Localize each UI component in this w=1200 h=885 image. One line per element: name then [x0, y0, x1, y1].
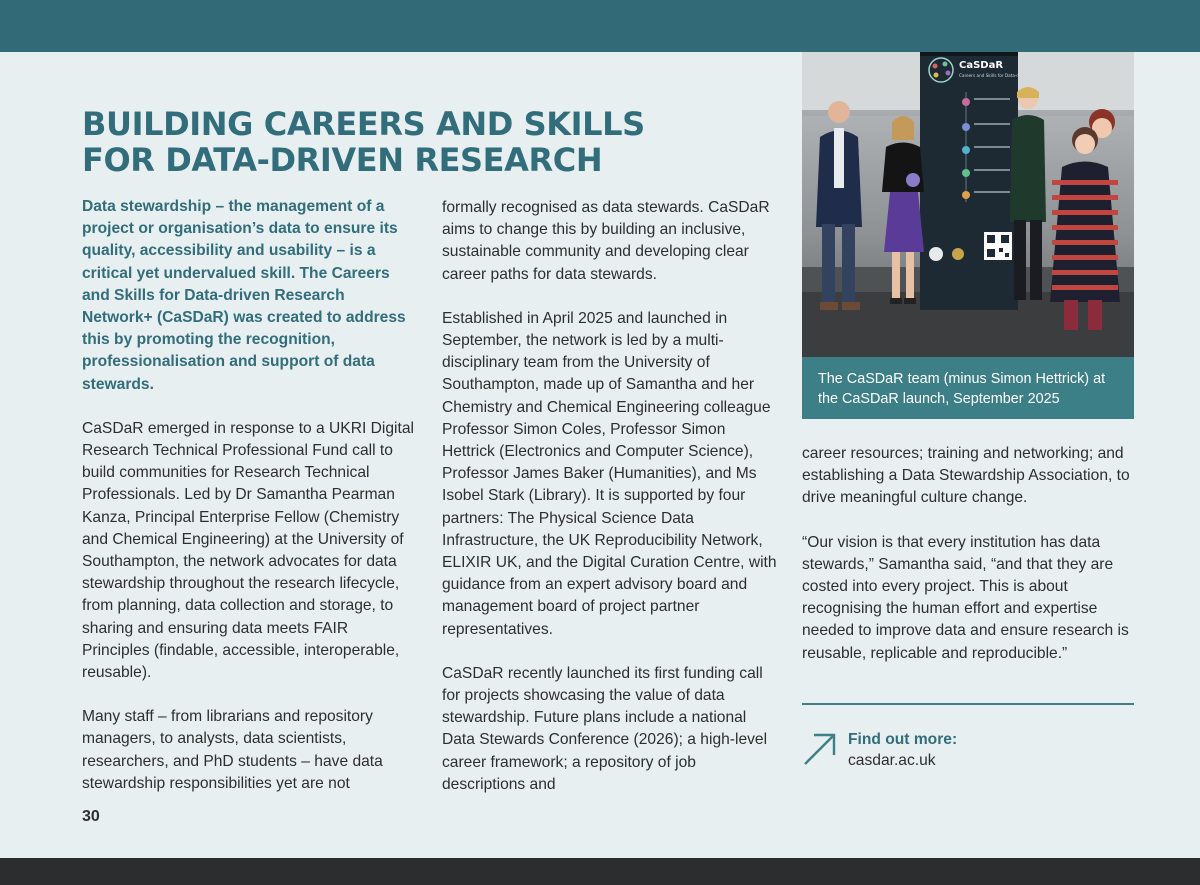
body-paragraph: Established in April 2025 and launched in September, the network is led by a multi-disciplinary team from the University of Southampton, made up of Samantha and her Chemistry and Chemical Engineering colleague Professor Simon Coles, Professor Simon Hettrick (Electronics and Computer Science), Professor James Baker (Humanities), and Ms Isobel Stark (Library). It is supported by four partners: The Physical Science Data Infrastructure, the UK Reproducibility Network, ELIXIR UK, and the Digital Curation Centre, with guidance from an expert advisory board and management board of project partner representatives.: [442, 309, 777, 638]
lead-paragraph: Data stewardship – the management of a project or organisation’s data to ensure its quality, accessibility and usability – is a critical yet undervalued skill. The Careers and Skills for Data-driven Research Network+ (CaSDaR) was created to address this by promoting the recognition, professionalisation and support of data stewards.: [82, 198, 406, 393]
team-photo: [802, 52, 1134, 357]
find-out-more-label: Find out more:: [848, 731, 958, 748]
body-paragraph: career resources; training and networking; and establishing a Data Stewardship Association, to drive meaningful culture change.: [802, 445, 1130, 507]
team-photo-illustration: [802, 52, 1134, 357]
banner-title: CaSDaR: [959, 60, 1004, 71]
quote-paragraph: “Our vision is that every institution has data stewards,” Samantha said, “and that they are costed into every project. This is about recognising the human effort and expertise needed to improve data and ensure research is reusable, replicable and reproducible.”: [802, 533, 1129, 662]
column-2: [442, 197, 777, 818]
body-paragraph: CaSDaR recently launched its first funding call for projects showcasing the value of data stewardship. Future plans include a national Data Stewards Conference (2026); a high-level career framework; a repository of job descriptions and: [442, 664, 768, 793]
body-paragraph: formally recognised as data stewards. CaSDaR aims to change this by building an inclusive, sustainable community and developing clear career paths for data stewards.: [442, 199, 770, 283]
body-paragraph: CaSDaR emerged in response to a UKRI Digital Research Technical Professional Fund call to build communities for Research Technical Professionals. Led by Dr Samantha Pearman Kanza, Principal Enterprise Fellow (Chemistry and Chemical Engineering) at the University of Southampton, the network advocates for data stewardship throughout the research lifecycle, from planning, data collection and storage, to sharing and ensuring data meets FAIR Principles (findable, accessible, interoperable, reusable).: [82, 419, 414, 682]
title-line-2: FOR DATA-DRIVEN RESEARCH: [82, 141, 603, 179]
page-number: 30: [82, 808, 100, 825]
website-link[interactable]: casdar.ac.uk: [848, 752, 936, 769]
article-title: [82, 106, 682, 178]
banner-subtitle: Careers and Skills for Data-driven Research: [959, 73, 1051, 78]
body-paragraph: Many staff – from librarians and repository managers, to analysts, data scientists, researchers, and PhD students – have data stewardship responsibilities yet are not: [82, 708, 383, 792]
column-1: [82, 196, 417, 817]
photo-caption: The CaSDaR team (minus Simon Hettrick) at the CaSDaR launch, September 2025: [802, 357, 1134, 419]
divider: [802, 703, 1134, 705]
top-band: [0, 0, 1200, 52]
title-line-1: BUILDING CAREERS AND SKILLS: [82, 105, 645, 143]
column-3: [802, 443, 1135, 687]
arrow-up-right-icon: [802, 731, 838, 767]
